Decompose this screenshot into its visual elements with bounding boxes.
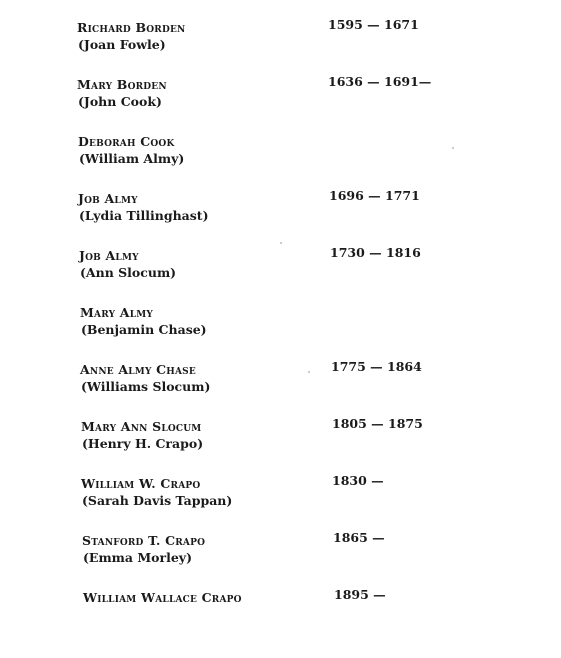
genealogy-entry [78,134,548,174]
spouse-name: (Ann Slocum) [80,265,177,280]
life-dates: 1595 — 1671 [328,17,419,32]
life-dates: 1895 — [334,587,386,602]
spouse-name: (Williams Slocum) [81,379,211,394]
genealogy-entry [80,359,550,402]
spouse-name: (Benjamin Chase) [81,322,207,337]
genealogy-entry [82,530,552,573]
person-name: Mary Borden [77,77,167,92]
life-dates: 1830 — [332,473,384,488]
person-name: Deborah Cook [78,134,175,149]
genealogy-entry [77,17,547,60]
person-name: Richard Borden [77,20,186,35]
genealogy-entry [81,473,551,516]
paper-speck [308,371,310,373]
person-name: Anne Almy Chase [80,362,196,377]
person-name: Stanford T. Crapo [82,533,206,548]
life-dates: 1636 — 1691— [328,74,432,89]
genealogy-entry [79,245,549,288]
genealogy-entry [80,305,550,345]
person-name: Mary Ann Slocum [81,419,202,434]
life-dates: 1775 — 1864 [331,359,422,374]
person-name: Job Almy [78,191,138,206]
spouse-name: (John Cook) [78,94,162,109]
genealogy-entry [77,74,547,117]
life-dates: 1865 — [333,530,385,545]
spouse-name: (Emma Morley) [83,550,192,565]
spouse-name: (William Almy) [79,151,185,166]
paper-speck [280,242,282,244]
person-name: William W. Crapo [81,476,201,491]
paper-speck [452,147,454,149]
genealogy-entry [83,587,553,630]
person-name: William Wallace Crapo [83,590,242,605]
person-name: Job Almy [79,248,139,263]
spouse-name: (Joan Fowle) [78,37,166,52]
spouse-name: (Lydia Tillinghast) [79,208,209,223]
life-dates: 1696 — 1771 [329,188,420,203]
spouse-name: (Sarah Davis Tappan) [82,493,233,508]
life-dates: 1805 — 1875 [332,416,423,431]
spouse-name: (Henry H. Crapo) [82,436,204,451]
life-dates: 1730 — 1816 [330,245,421,260]
genealogy-entry [78,188,548,231]
genealogy-entry [81,416,551,459]
person-name: Mary Almy [80,305,154,320]
